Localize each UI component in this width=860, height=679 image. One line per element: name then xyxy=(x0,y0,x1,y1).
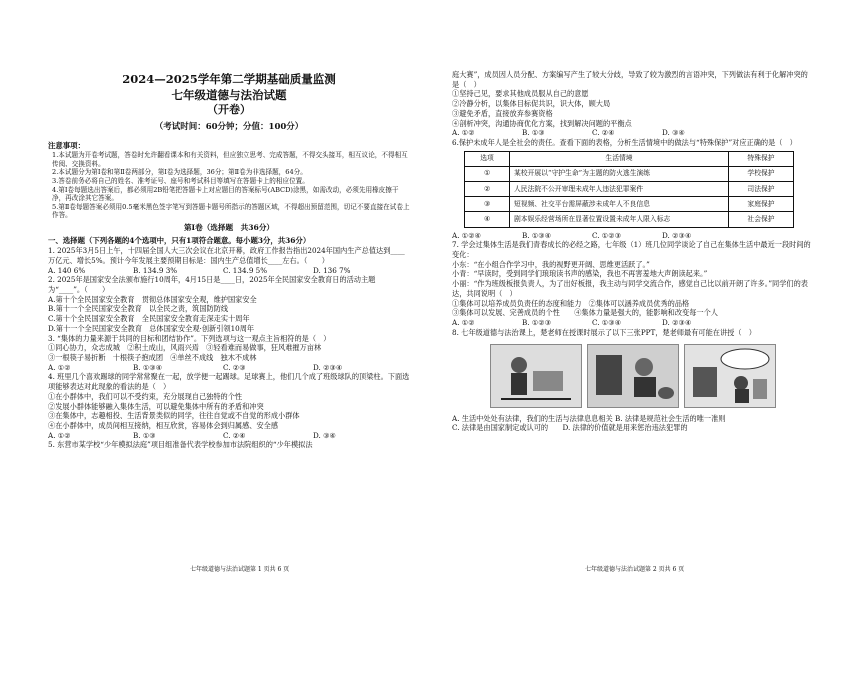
exam-meta: （考试时间：60分钟；分值：100分） xyxy=(154,121,304,132)
question-6: 6.保护未成年人是全社会的责任。查看下面的表格，分析生活情境中的做法与“特殊保护”对应正确的是（ ） xyxy=(452,138,797,148)
option-c-d: C. 法律是由国家制定或认可的 D. 法律的价值就是用来惩治违法犯罪的 xyxy=(452,423,688,433)
question-7: 7. 学会过集体生活是我们青春成长的必经之路，七年级（1）班几位同学谈论了自己在集体生活中最近一段时间的变化： xyxy=(452,240,811,260)
table-cell: 家庭保护 xyxy=(729,197,794,212)
table-cell: 人民法院不公开审理未成年人违法犯罪案件 xyxy=(510,182,729,197)
option-b: B. 134.9 3% xyxy=(133,265,178,275)
option-a: A. 140 6% xyxy=(48,265,86,275)
option-d: D. ②③④ xyxy=(662,318,692,328)
question-7-item: ③集体可以发展、完善成员的个性 ④集体力量是强大的，能影响和改变每一个人 xyxy=(452,308,718,318)
question-4-options xyxy=(48,431,410,441)
table-cell: ② xyxy=(465,182,510,197)
option-b: B. ①③ xyxy=(522,128,545,138)
table-cell: ① xyxy=(465,166,510,181)
table-header: 特殊保护 xyxy=(729,151,794,166)
table-cell: 社会保护 xyxy=(729,212,794,227)
page-1-footer: 七年级道德与法治试题第 1 页共 6 页 xyxy=(190,566,290,573)
question-5-item: ②冷静分析，以集体目标促共识，识大体，顾大局 xyxy=(452,99,611,109)
notes-heading: 注意事项： xyxy=(48,141,85,151)
note-item: 5.第Ⅱ卷每题答案必须用0.5毫米黑色签字笔写到答题卡题号所指示的答题区域，不得超出预留范围，切记不要直接在试卷上作答。 xyxy=(52,202,410,220)
table-cell: 剧本娱乐经营场所在显著位置设置未成年人限入标志 xyxy=(510,212,729,227)
volume-1-heading: 第Ⅰ卷（选择题 共36分） xyxy=(183,222,275,232)
question-7-dialog: 小东：“在小组合作学习中，我的视野更开阔、思维更活跃了。” xyxy=(452,259,650,269)
note-item: 2.本试题分为第Ⅰ卷和第Ⅱ卷两部分，第Ⅰ卷为选择题，36分；第Ⅱ卷为非选择题，64分。 xyxy=(52,168,307,177)
option-a: A. ①② xyxy=(452,318,475,328)
exam-title-line1: 2024—2025学年第二学期基础质量监测 xyxy=(122,72,336,86)
cartoon-image-1 xyxy=(490,344,582,408)
table-header: 生活情境 xyxy=(510,151,729,166)
question-3: 3. “集体的力量来源于共同的目标和团结协作”。下列选项与这一观点主旨相符的是（ ） xyxy=(48,333,331,343)
note-item: 3.答卷前务必将自己的姓名、准考证号、座号和考试科目等填写在答题卡上的相应位置。 xyxy=(52,177,309,186)
section-1-heading: 一、选择题（下列各题的4个选项中，只有1项符合题意。每小题3分，共36分） xyxy=(48,236,311,246)
option-c: C. ①②③ xyxy=(592,230,622,240)
option-b: B. ①③ xyxy=(133,430,156,440)
question-7-dialog: 小丽：“作为班级板报负责人，为了出好板报，我主动与同学交流合作，感觉自己比以前开朗了许多。”同学们的表达，共同说明（ ） xyxy=(452,279,808,298)
option-b: B. ①③④ xyxy=(133,362,163,372)
question-5-item: ①坚持己见，要求其他成员服从自己的意愿 xyxy=(452,89,589,99)
option-d: D. ③④ xyxy=(313,430,336,440)
cartoon-image-2 xyxy=(587,344,679,408)
right-page xyxy=(452,0,812,677)
table-row xyxy=(465,197,794,212)
question-3-options xyxy=(48,363,410,373)
exam-title-line2: 七年级道德与法治试题 xyxy=(171,87,287,102)
question-4-item: ③在集体中，志趣相投、生活背景类似的同学，往往自觉或不自觉的形成小群体 xyxy=(48,411,300,421)
question-1: 1. 2025年3月5日上午，十四届全国人大三次会议在北京开幕，政府工作报告指出2024年国内生产总值达到____万亿元、增长5%。预计今年发展主要预期目标是：国内生产总值增长____左右。（ ） xyxy=(48,246,405,265)
option-c: C. ①③④ xyxy=(592,318,622,328)
question-2: 2. 2025年是国家安全法颁布施行10周年，4月15日是____日，2025年全民国家安全教育日的活动主题为“____”。（ ） xyxy=(48,275,376,294)
question-4-item: ④在小群体中，成员间相互接纳，相互欣赏，容易体会到归属感、安全感 xyxy=(48,421,279,430)
question-8: 8. 七年级道德与法治课上，楚老师在授课时展示了以下三张PPT，楚老师最有可能在讲授（ ） xyxy=(452,327,756,337)
protection-table xyxy=(464,151,794,228)
table-row xyxy=(465,166,794,181)
table-cell: ③ xyxy=(465,197,510,212)
option-b: B.第十一个全民国家安全教育 以全民之责，筑国防防线 xyxy=(48,304,229,314)
option-c: C. ②③ xyxy=(223,362,246,372)
option-d: D.第十一个全民国家安全教育 总体国家安全观·创新引领10周年 xyxy=(48,323,255,333)
option-c: C. ②④ xyxy=(223,430,246,440)
table-cell: 司法保护 xyxy=(729,182,794,197)
question-3-item: ③一根筷子易折断 十根筷子抱成团 ④单丝不成线 独木不成林 xyxy=(48,352,257,362)
note-item: 1.本试题为开卷考试题，答卷时允许翻看课本和有关资料，但应独立思考、完成答题，不得交头接耳，相互议论，不得相互传阅、交换资料。 xyxy=(52,151,408,168)
option-a: A.第十个全民国家安全教育 贯彻总体国家安全观，维护国家安全 xyxy=(48,294,257,304)
question-7-dialog: 小青：“早读时，受到同学们琅琅读书声的感染，我也不再害羞地大声朗读起来。” xyxy=(452,269,708,279)
question-7-options xyxy=(452,318,812,328)
question-5: 5. 东营市某学校“少年模拟法庭”项目组准备代表学校参加市法院组织的“少年模拟法 xyxy=(48,440,313,450)
question-3-item: ①同心协力，众志成城 ②积土成山，风雨兴焉 ③轻看难而易做事，狂风难摧万亩林 xyxy=(48,343,322,353)
table-cell: 学校保护 xyxy=(729,166,794,181)
table-header: 选项 xyxy=(465,151,510,166)
table-row xyxy=(465,212,794,227)
option-c: C.第十个全民国家安全教育 全民国家安全教育走深走实十周年 xyxy=(48,314,250,324)
option-d: D. 136 7% xyxy=(313,265,351,275)
question-7-item: ①集体可以培养成员负责任的态度和能力 ②集体可以涵养成员优秀的品格 xyxy=(452,298,690,308)
table-cell: 短视频、社交平台需屏蔽涉未成年人不良信息 xyxy=(510,197,729,212)
option-d: D. ②③④ xyxy=(662,230,692,240)
table-cell: 某校开展以“守护生命”为主题的防火逃生演练 xyxy=(510,166,729,181)
option-d: D. ③④ xyxy=(662,128,685,138)
page-2-footer: 七年级道德与法治试题第 2 页共 6 页 xyxy=(585,566,685,573)
left-page xyxy=(48,0,410,679)
question-4-item: ①在小群体中，我们可以不受约束，充分展现自己独特的个性 xyxy=(48,391,243,401)
option-a: A. ①② xyxy=(48,362,71,372)
question-5-options xyxy=(452,128,812,138)
question-5-item: ④剖析冲突，沟通协商优化方案，找到解决问题的平衡点 xyxy=(452,118,632,128)
cartoon-image-3 xyxy=(684,344,776,408)
option-b: B. ①②③ xyxy=(522,318,552,328)
question-4: 4. 班里几个喜欢踢球的同学常常聚在一起，放学便一起踢球。足球赛上，他们几个成了班级球队的顶梁柱。下面选项能够表达对此现象的看法的是（ ） xyxy=(48,372,410,392)
option-d: D. ②③④ xyxy=(313,362,343,372)
question-5-item: ③避免矛盾，直接放弃参赛资格 xyxy=(452,108,553,118)
question-1-options xyxy=(48,266,410,276)
table-row xyxy=(465,182,794,197)
option-c: C. 134.9 5% xyxy=(223,265,268,275)
question-6-options xyxy=(452,231,812,241)
option-a: A. ①② xyxy=(48,430,71,440)
option-a: A. ①②④ xyxy=(452,230,482,240)
exam-title-line3: （开卷） xyxy=(207,103,251,117)
option-b: B. ①③④ xyxy=(522,230,552,240)
option-a: A. ①② xyxy=(452,128,475,138)
ppt-cartoons xyxy=(490,344,812,408)
option-c: C. ②④ xyxy=(592,128,615,138)
question-5-continued: 庭大赛”，成员因人员分配、方案编写产生了较大分歧，导致了较为激烈的言语冲突，下列做法有利于化解冲突的是（ ） xyxy=(452,70,808,89)
option-a-b: A. 生活中处处有法律，我们的生活与法律息息相关 B. 法律是规范社会生活的唯一准则 xyxy=(452,413,726,423)
note-item: 4.第Ⅰ卷每题选出答案后，都必须用2B铅笔把答题卡上对应题目的答案标号(ABCD)涂黑，如需改动，必须先用橡皮擦干净，再改涂其它答案。 xyxy=(52,185,399,203)
table-cell: ④ xyxy=(465,212,510,227)
question-4-item: ②发展小群体能够融入集体生活，可以避免集体中所有的矛盾和冲突 xyxy=(48,401,264,411)
table-header-row xyxy=(465,151,794,166)
